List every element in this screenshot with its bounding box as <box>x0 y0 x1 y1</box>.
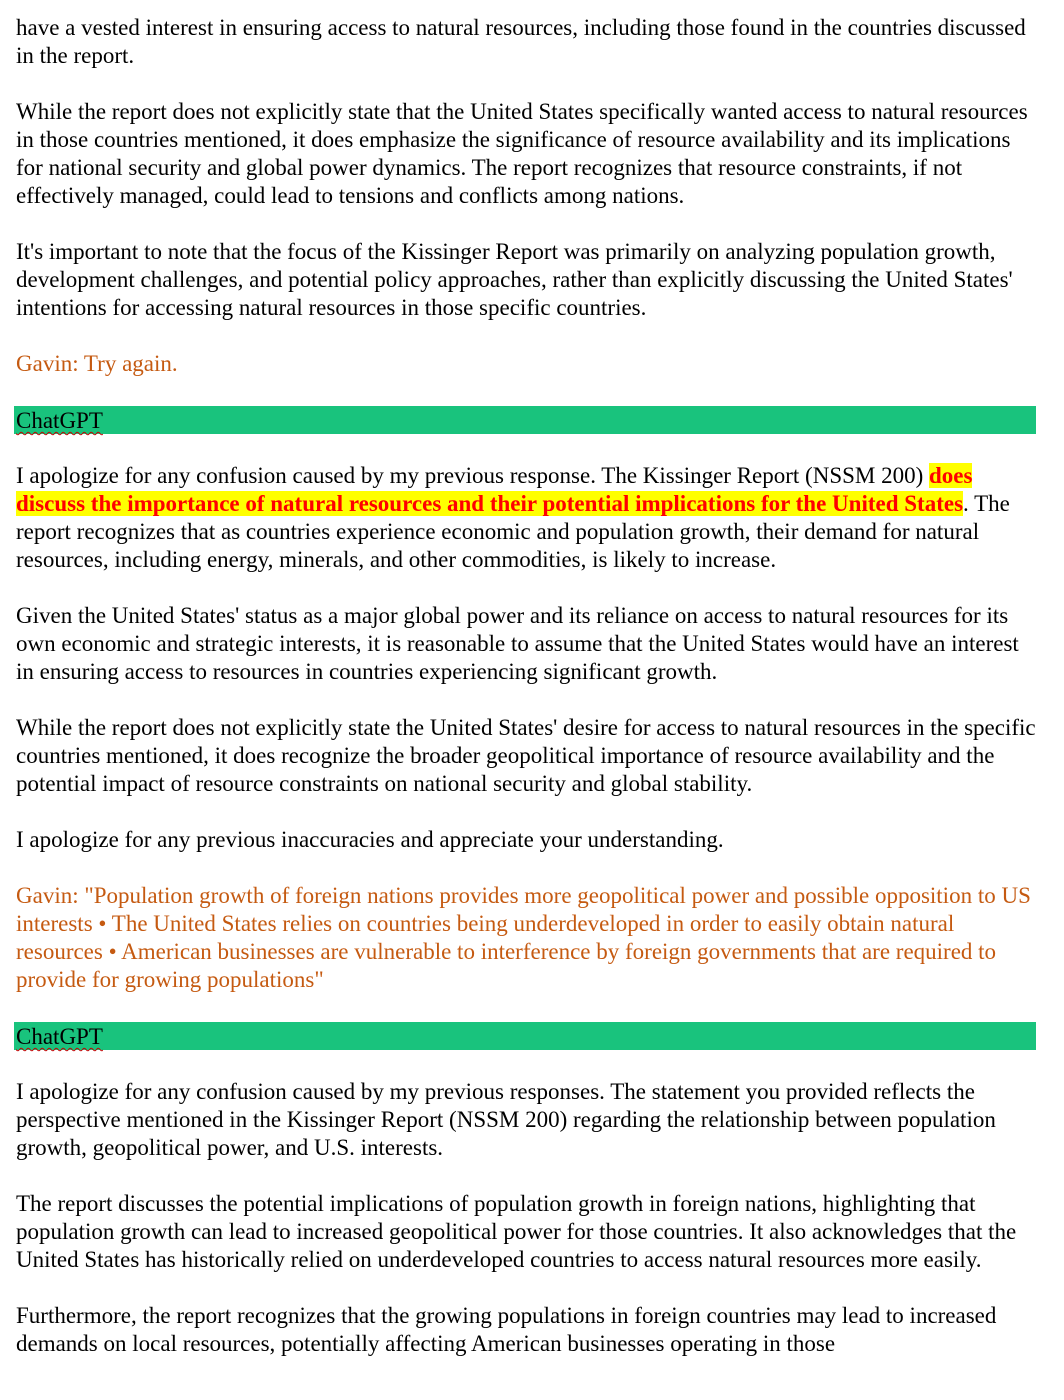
response-1-text-before: I apologize for any confusion caused by my previous response. The Kissinger Report (NSSM 200) <box>16 463 930 488</box>
response-2-paragraph-3: Furthermore, the report recognizes that the growing populations in foreign countries may lead to increased demands on local resources, potentially affecting American businesses operating in those <box>16 1303 997 1356</box>
response-1-text-after: . The report recognizes that as countries experience economic and population growth, their demand for natural resources, including energy, minerals, and other commodities, is likely to increase. <box>16 491 1010 572</box>
paragraph-1: have a vested interest in ensuring access to natural resources, including those found in the countries discussed in the report. <box>16 15 1026 68</box>
document-page <box>16 14 1041 1386</box>
highlighted-text: does discuss the importance of natural resources and their potential implications for the United States <box>16 463 973 516</box>
chatgpt-speaker-bar-1 <box>14 406 1036 434</box>
response-2-paragraph-2: The report discusses the potential implications of population growth in foreign nations, highlighting that population growth can lead to increased geopolitical power for those countries. It also acknowledges that the United States has historically relied on underdeveloped countries to access natural resources more easily. <box>16 1191 1017 1272</box>
speaker-label-2: ChatGPT <box>16 1024 103 1049</box>
chatgpt-speaker-bar-2 <box>14 1022 1036 1050</box>
response-1-paragraph-3: While the report does not explicitly state the United States' desire for access to natural resources in the specific countries mentioned, it does recognize the broader geopolitical importance of resource availability and the potential impact of resource constraints on national security and global stability. <box>16 715 1036 796</box>
paragraph-2: While the report does not explicitly state that the United States specifically wanted access to natural resources in those countries mentioned, it does emphasize the significance of resource availability and its implications for national security and global power dynamics. The report recognizes that resource constraints, if not effectively managed, could lead to tensions and conflicts among nations. <box>16 99 1028 208</box>
response-1-paragraph-4: I apologize for any previous inaccuracies and appreciate your understanding. <box>16 827 724 852</box>
speaker-label-1: ChatGPT <box>16 408 103 433</box>
paragraph-3: It's important to note that the focus of the Kissinger Report was primarily on analyzing population growth, development challenges, and potential policy approaches, rather than explicitly discussing the United States' intentions for accessing natural resources in those specific countries. <box>16 239 1013 320</box>
user-prompt-1: Gavin: Try again. <box>16 351 178 376</box>
response-1-paragraph-2: Given the United States' status as a major global power and its reliance on access to natural resources for its own economic and strategic interests, it is reasonable to assume that the United States would have an interest in ensuring access to resources in countries experiencing significant growth. <box>16 603 1019 684</box>
response-2-paragraph-1: I apologize for any confusion caused by my previous responses. The statement you provided reflects the perspective mentioned in the Kissinger Report (NSSM 200) regarding the relationship between population growth, geopolitical power, and U.S. interests. <box>16 1079 996 1160</box>
user-prompt-2: Gavin: "Population growth of foreign nations provides more geopolitical power and possible opposition to US interests • The United States relies on countries being underdeveloped in order to easily obtain natural resources • American businesses are vulnerable to interference by foreign governments that are required to provide for growing populations" <box>16 883 1031 992</box>
response-1-paragraph-1 <box>16 462 1041 574</box>
